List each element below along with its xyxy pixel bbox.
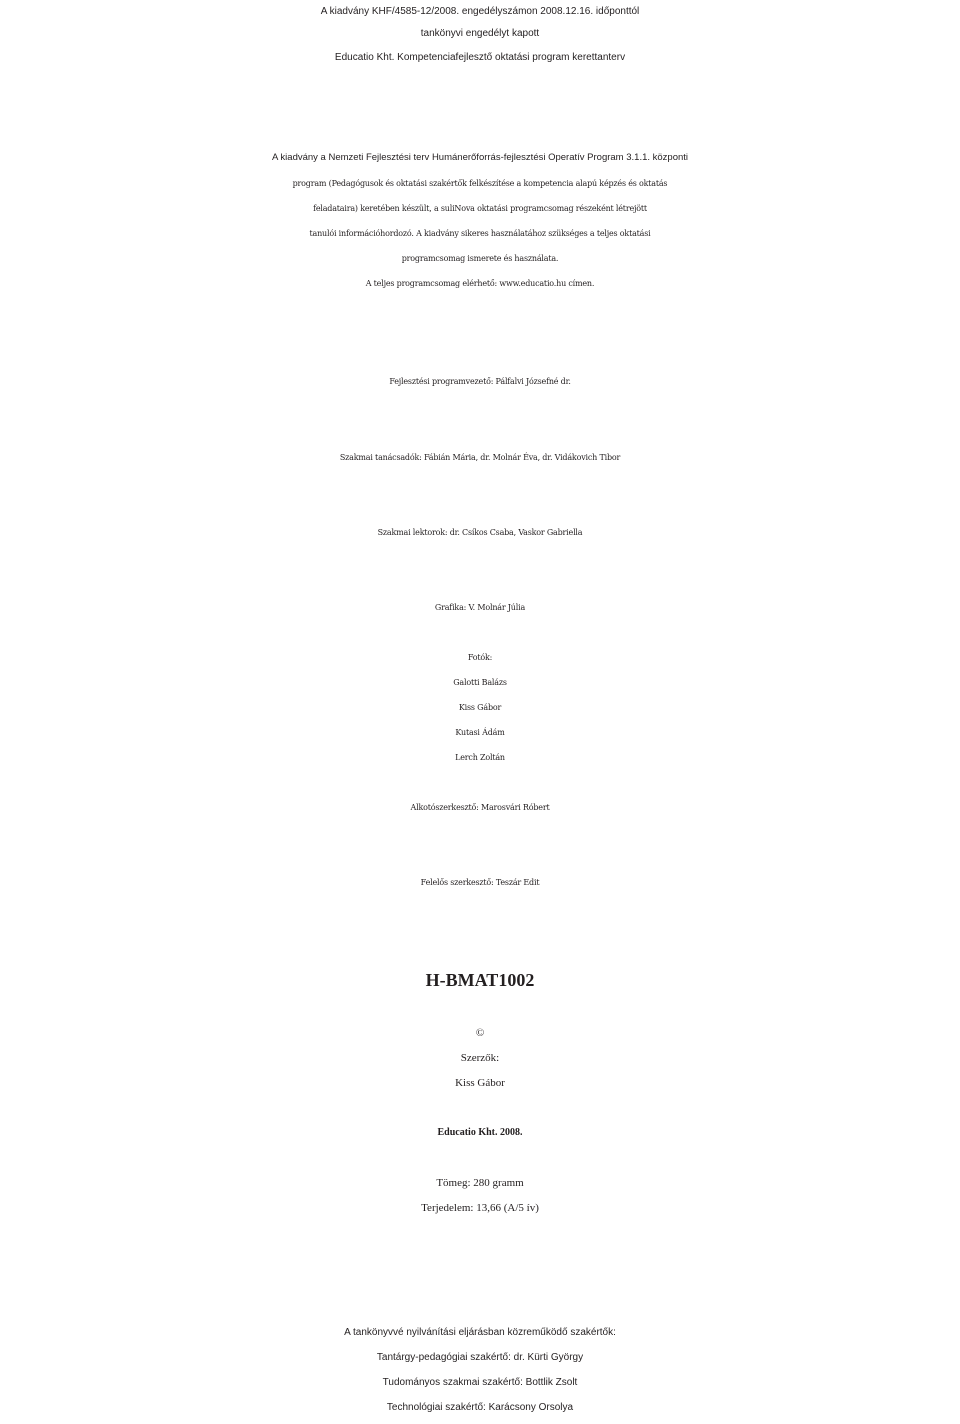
program-info-line-3: feladataira) keretében készült, a suliNova oktatási programcsomag részeként létrejött <box>313 204 647 213</box>
extent: Terjedelem: 13,66 (A/5 ív) <box>421 1202 539 1214</box>
photographer-3: Kutasi Ádám <box>455 728 505 737</box>
graphics: Grafika: V. Molnár Júlia <box>434 603 526 612</box>
program-info-line-2: program (Pedagógusok és oktatási szakértők felkészítése a kompetencia alapú képzés és oktatás <box>292 179 668 188</box>
copyright-symbol: © <box>475 1027 485 1039</box>
expert-technology: Technológiai szakértő: Karácsony Orsolya <box>386 1402 574 1413</box>
photos-label: Fotók: <box>467 653 493 662</box>
reviewers: Szakmai lektorok: dr. Csíkos Csaba, Vaskor Gabriella <box>377 528 583 537</box>
experts-heading: A tankönyvvé nyilvánítási eljárásban közreműködő szakértők: <box>344 1327 616 1338</box>
expert-scientific: Tudományos szakmai szakértő: Bottlik Zsolt <box>382 1377 578 1388</box>
creative-editor: Alkotószerkesztő: Marosvári Róbert <box>410 803 550 812</box>
responsible-editor: Felelős szerkesztő: Teszár Edit <box>420 878 540 887</box>
program-info-line-5: programcsomag ismerete és használata. <box>401 254 559 263</box>
approval-line-3: Educatio Kht. Kompetenciafejlesztő oktatási program kerettanterv <box>334 52 626 63</box>
author: Kiss Gábor <box>455 1077 505 1089</box>
expert-subject-pedagogy: Tantárgy-pedagógiai szakértő: dr. Kürti György <box>376 1352 584 1363</box>
book-code: H-BMAT1002 <box>425 970 535 990</box>
program-info-line-1: A kiadvány a Nemzeti Fejlesztési terv Humánerőforrás-fejlesztési Operatív Program 3.1.1. központi <box>271 152 689 163</box>
program-info-line-6: A teljes programcsomag elérhető: www.educatio.hu címen. <box>365 279 595 288</box>
program-info-line-4: tanulói információhordozó. A kiadvány sikeres használatához szükséges a teljes oktatási <box>309 229 651 238</box>
authors-label: Szerzők: <box>460 1052 500 1064</box>
weight: Tömeg: 280 gramm <box>436 1177 524 1189</box>
photographer-4: Lerch Zoltán <box>455 753 505 762</box>
advisors: Szakmai tanácsadók: Fábián Mária, dr. Molnár Éva, dr. Vidákovich Tibor <box>339 453 621 462</box>
photographer-2: Kiss Gábor <box>458 703 502 712</box>
publisher: Educatio Kht. 2008. <box>437 1127 523 1138</box>
approval-line-1: A kiadvány KHF/4585-12/2008. engedélyszámon 2008.12.16. időponttól <box>320 6 640 17</box>
photographer-1: Galotti Balázs <box>453 678 507 687</box>
approval-line-2: tankönyvi engedélyt kapott <box>420 28 540 39</box>
program-lead: Fejlesztési programvezető: Pálfalvi Józsefné dr. <box>389 377 571 386</box>
